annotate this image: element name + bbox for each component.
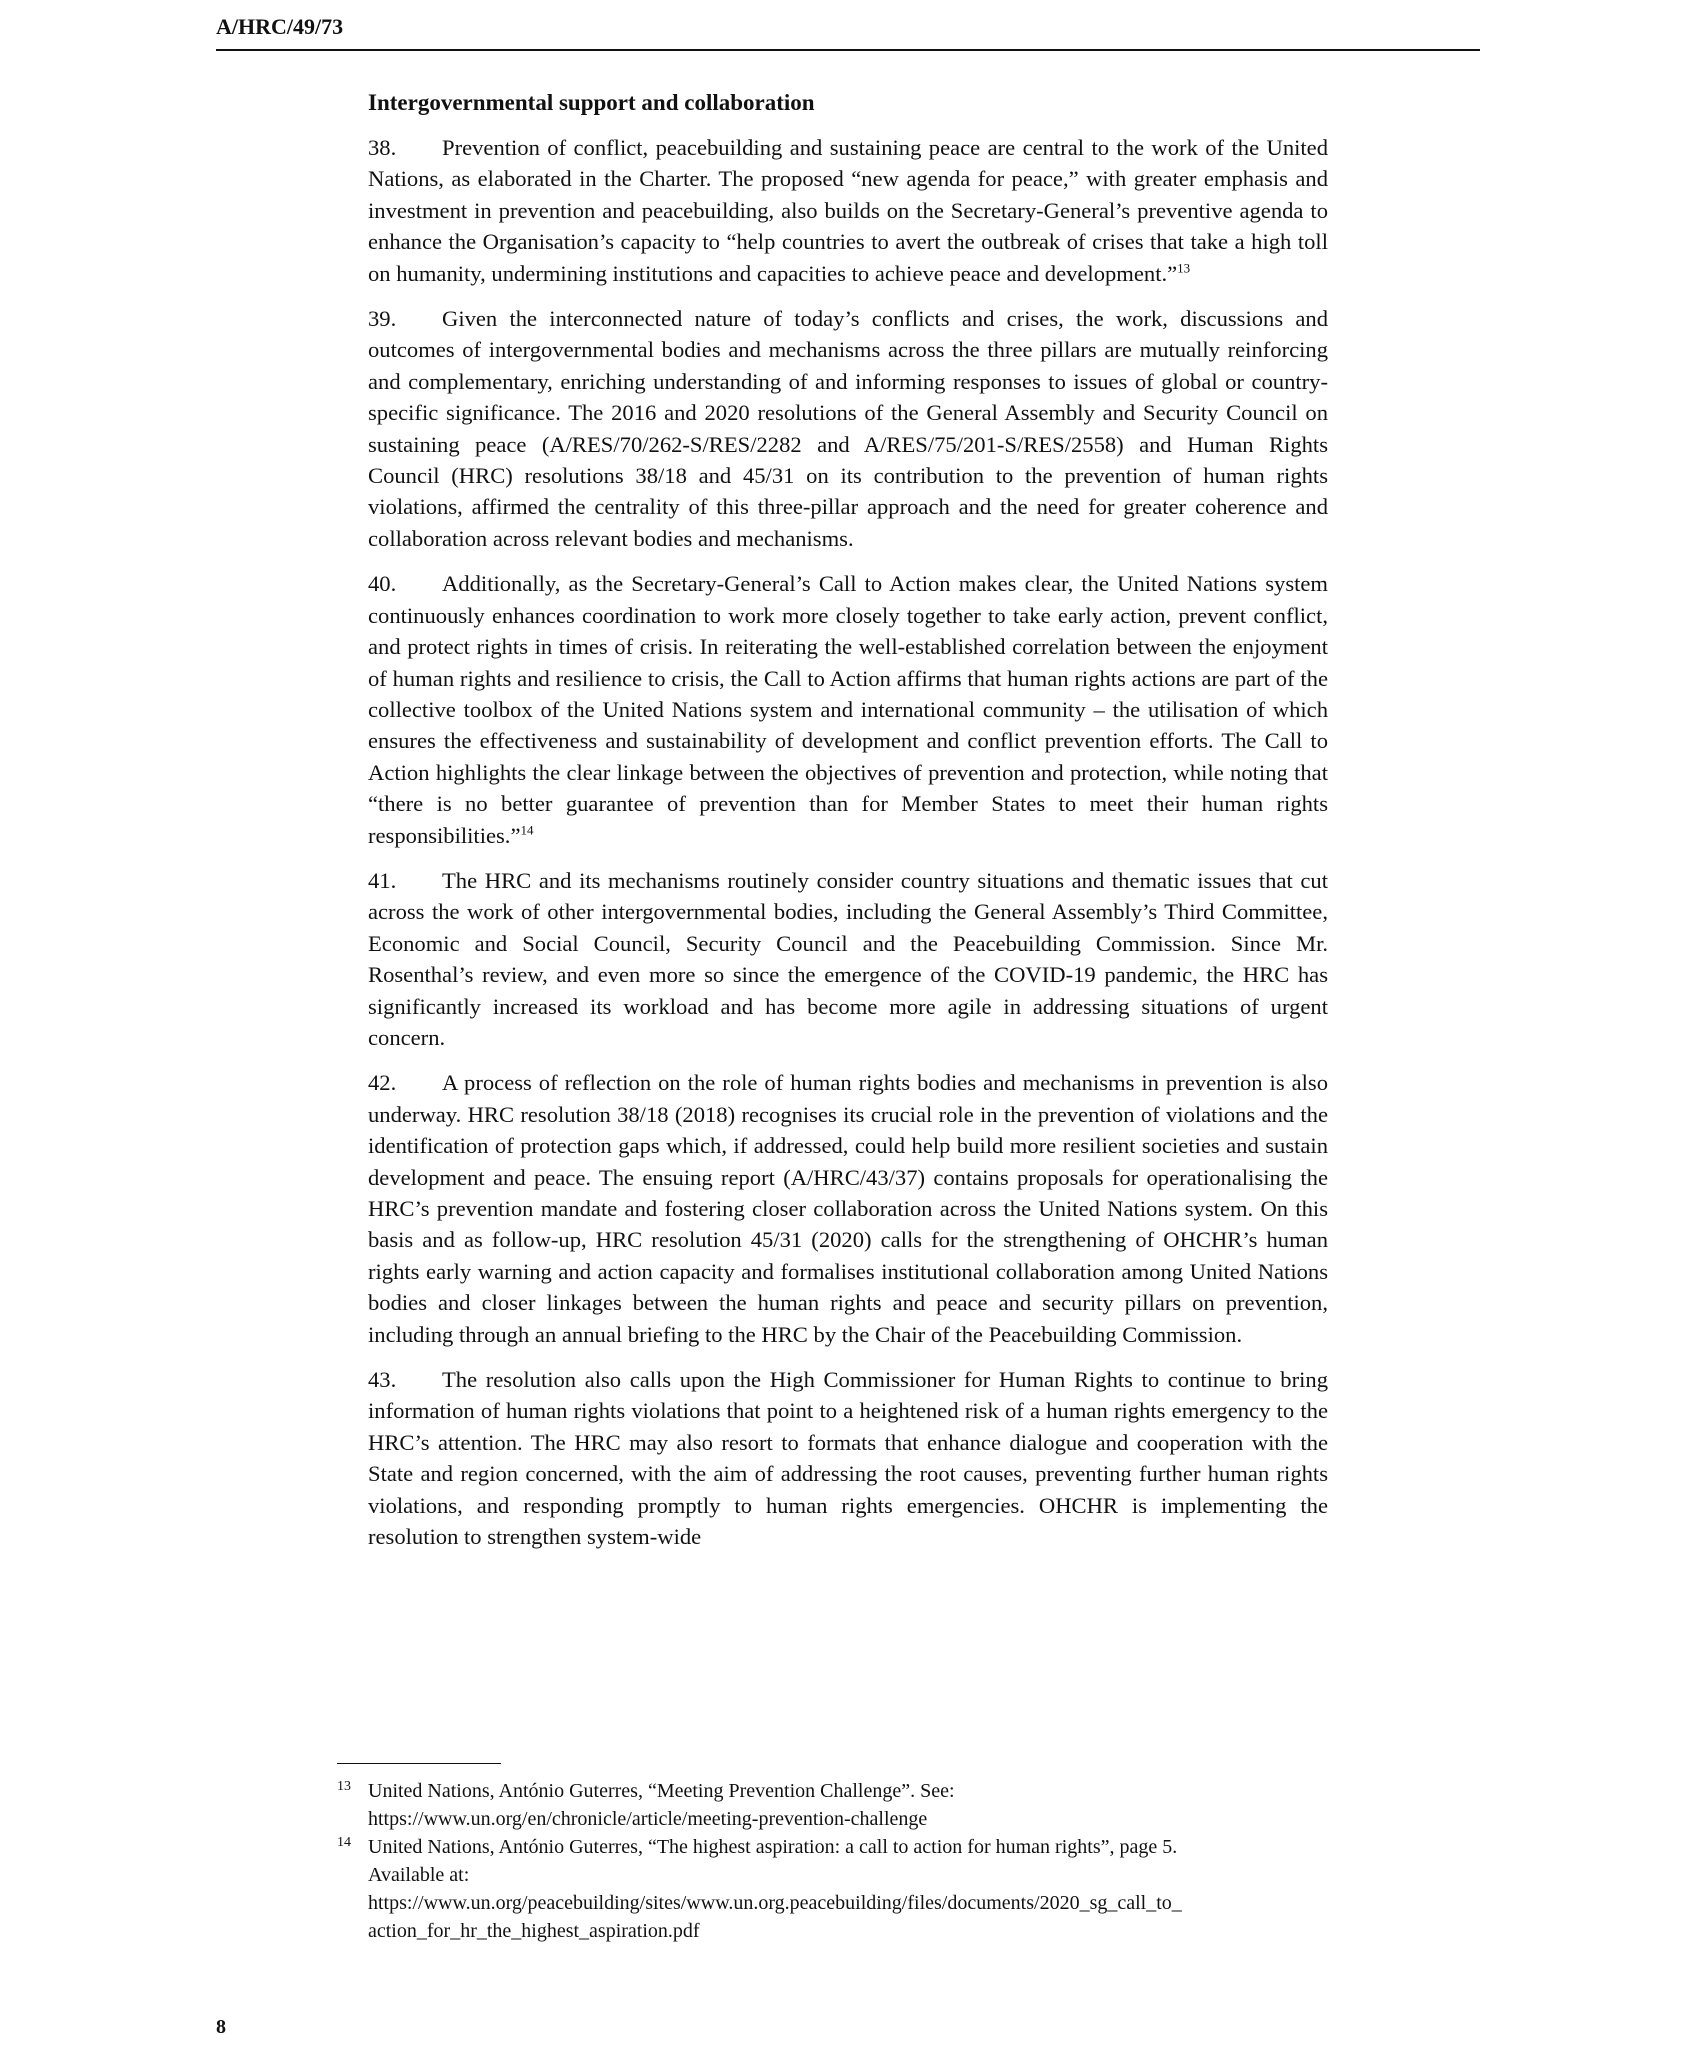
paragraph-number: 41. xyxy=(368,867,397,893)
footnote-line: Available at: xyxy=(368,1864,470,1886)
paragraph-number: 42. xyxy=(368,1070,397,1096)
paragraph-number: 43. xyxy=(368,1367,397,1393)
body-column xyxy=(368,88,1328,1552)
footnote-13 xyxy=(337,1777,1337,1833)
footnote-mark: 14 xyxy=(337,1835,351,1850)
footnote-separator xyxy=(337,1763,501,1764)
footnote-mark: 13 xyxy=(337,1779,351,1794)
footnote-14 xyxy=(337,1833,1337,1945)
footnotes xyxy=(337,1777,1337,1945)
paragraph-39 xyxy=(368,303,1328,554)
paragraph-42 xyxy=(368,1067,1328,1350)
document-symbol: A/HRC/49/73 xyxy=(216,14,344,39)
paragraph-41 xyxy=(368,865,1328,1053)
paragraph-43 xyxy=(368,1364,1328,1552)
section-heading: Intergovernmental support and collaboration xyxy=(368,90,815,115)
footnote-link[interactable]: https://www.un.org/peacebuilding/sites/www.un.org.peacebuilding/files/documents/2020_sg_call_to_ xyxy=(368,1892,1182,1914)
header-rule xyxy=(216,49,1480,51)
paragraph-text: Given the interconnected nature of today’s conflicts and crises, the work, discussions and outcomes of intergovernmental bodies and mechanisms across the three pillars are mutually reinforcing and complementary, enriching understanding of and informing responses to issues of global or country-specific significance. The 2016 and 2020 resolutions of the General Assembly and Security Council on sustaining peace (A/RES/70/262-S/RES/2282 and A/RES/75/201-S/RES/2558) and Human Rights Council (HRC) resolutions 38/18 and 45/31 on its contribution to the prevention of human rights violations, affirmed the centrality of this three-pillar approach and the need for greater coherence and collaboration across relevant bodies and mechanisms. xyxy=(368,306,1328,551)
paragraph-text: The resolution also calls upon the High Commissioner for Human Rights to continue to bring information of human rights violations that point to a heightened risk of a human rights emergency to the HRC’s attention. The HRC may also resort to formats that enhance dialogue and cooperation with the State and region concerned, with the aim of addressing the root causes, preventing further human rights violations, and responding promptly to human rights emergencies. OHCHR is implementing the resolution to strengthen system-wide xyxy=(368,1367,1328,1550)
footnote-line: United Nations, António Guterres, “The highest aspiration: a call to action for human rights”, page 5. xyxy=(368,1836,1178,1858)
paragraph-text: A process of reflection on the role of human rights bodies and mechanisms in prevention is also underway. HRC resolution 38/18 (2018) recognises its crucial role in the prevention of violations and the identification of protection gaps which, if addressed, could help build more resilient societies and sustain development and peace. The ensuing report (A/HRC/43/37) contains proposals for operationalising the HRC’s prevention mandate and fostering closer collaboration across the United Nations system. On this basis and as follow-up, HRC resolution 45/31 (2020) calls for the strengthening of OHCHR’s human rights early warning and action capacity and formalises institutional collaboration among United Nations bodies and closer linkages between the human rights and peace and security pillars on prevention, including through an annual briefing to the HRC by the Chair of the Peacebuilding Commission. xyxy=(368,1070,1328,1347)
paragraph-text: The HRC and its mechanisms routinely consider country situations and thematic issues that cut across the work of other intergovernmental bodies, including the General Assembly’s Third Committee, Economic and Social Council, Security Council and the Peacebuilding Commission. Since Mr. Rosenthal’s review, and even more so since the emergence of the COVID-19 pandemic, the HRC has significantly increased its workload and has become more agile in addressing situations of urgent concern. xyxy=(368,867,1328,1050)
paragraph-text: Prevention of conflict, peacebuilding and sustaining peace are central to the work of the United Nations, as elaborated in the Charter. The proposed “new agenda for peace,” with greater emphasis and investment in prevention and peacebuilding, also builds on the Secretary-General’s preventive agenda to enhance the Organisation’s capacity to “help countries to avert the outbreak of crises that take a high toll on humanity, undermining institutions and capacities to achieve peace and development.” xyxy=(368,135,1328,286)
footnote-link[interactable]: action_for_hr_the_highest_aspiration.pdf xyxy=(368,1920,700,1942)
page-number: 8 xyxy=(216,2016,226,2038)
paragraph-number: 38. xyxy=(368,135,397,160)
paragraph-number: 39. xyxy=(368,306,397,332)
footnote-reference[interactable]: 14 xyxy=(520,822,534,837)
footnote-link[interactable]: https://www.un.org/en/chronicle/article/meeting-prevention-challenge xyxy=(368,1808,928,1830)
paragraph-38 xyxy=(368,132,1328,289)
paragraph-number: 40. xyxy=(368,571,397,597)
footnote-reference[interactable]: 13 xyxy=(1177,260,1191,276)
footnote-line: United Nations, António Guterres, “Meeting Prevention Challenge”. See: xyxy=(368,1780,955,1802)
paragraph-text: Additionally, as the Secretary-General’s Call to Action makes clear, the United Nations system continuously enhances coordination to work more closely together to take early action, prevent conflict, and protect rights in times of crisis. In reiterating the well-established correlation between the enjoyment of human rights and resilience to crisis, the Call to Action affirms that human rights actions are part of the collective toolbox of the United Nations system and international community – the utilisation of which ensures the effectiveness and sustainability of development and conflict prevention efforts. The Call to Action highlights the clear linkage between the objectives of prevention and protection, while noting that “there is no better guarantee of prevention than for Member States to meet their human rights responsibilities.” xyxy=(368,571,1328,848)
paragraph-40 xyxy=(368,568,1328,851)
